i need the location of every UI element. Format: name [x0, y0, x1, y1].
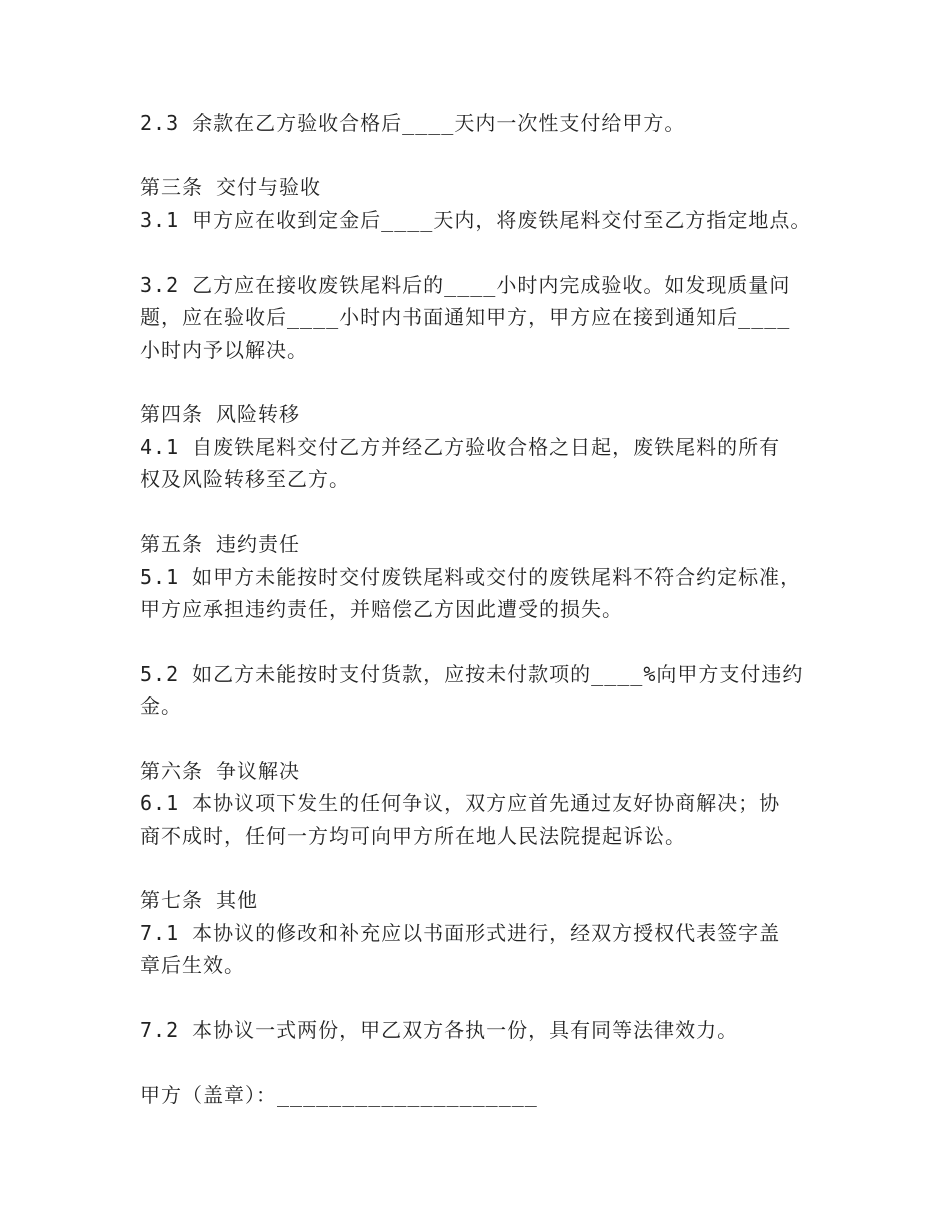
- party-a-signature-line: 甲方（盖章）：____________________: [140, 1083, 538, 1107]
- clause-5-2-line-1: 5.2 如乙方未能按时支付货款，应按未付款项的____%向甲方支付违约: [140, 662, 804, 686]
- article-7-heading: 第七条 其他: [140, 888, 259, 912]
- clause-5-1-line-1: 5.1 如甲方未能按时交付废铁尾料或交付的废铁尾料不符合约定标准，: [140, 565, 802, 589]
- clause-3-2-line-2: 题，应在验收后____小时内书面通知甲方，甲方应在接到通知后____: [140, 305, 791, 329]
- clause-6-1-line-2: 商不成时，任何一方均可向甲方所在地人民法院提起诉讼。: [140, 824, 686, 848]
- clause-7-2-line-1: 7.2 本协议一式两份，甲乙双方各执一份，具有同等法律效力。: [140, 1018, 739, 1042]
- article-4-heading: 第四条 风险转移: [140, 402, 301, 426]
- clause-4-1-line-1: 4.1 自废铁尾料交付乙方并经乙方验收合格之日起，废铁尾料的所有: [140, 435, 781, 459]
- clause-3-1-line-1: 3.1 甲方应在收到定金后____天内，将废铁尾料交付至乙方指定地点。: [140, 208, 812, 232]
- clause-4-1-line-2: 权及风险转移至乙方。: [140, 467, 350, 491]
- clause-2-3-line-1: 2.3 余款在乙方验收合格后____天内一次性支付给甲方。: [140, 111, 686, 135]
- clause-3-2-line-3: 小时内予以解决。: [140, 338, 308, 362]
- clause-3-2-line-1: 3.2 乙方应在接收废铁尾料后的____小时内完成验收。如发现质量问: [140, 273, 791, 297]
- article-5-heading: 第五条 违约责任: [140, 532, 301, 556]
- clause-7-1-line-2: 章后生效。: [140, 953, 245, 977]
- clause-5-2-line-2: 金。: [140, 694, 182, 718]
- clause-5-1-line-2: 甲方应承担违约责任，并赔偿乙方因此遭受的损失。: [140, 597, 623, 621]
- article-6-heading: 第六条 争议解决: [140, 759, 301, 783]
- clause-7-1-line-1: 7.1 本协议的修改和补充应以书面形式进行，经双方授权代表签字盖: [140, 921, 781, 945]
- article-3-heading: 第三条 交付与验收: [140, 175, 322, 199]
- clause-6-1-line-1: 6.1 本协议项下发生的任何争议，双方应首先通过友好协商解决；协: [140, 791, 781, 815]
